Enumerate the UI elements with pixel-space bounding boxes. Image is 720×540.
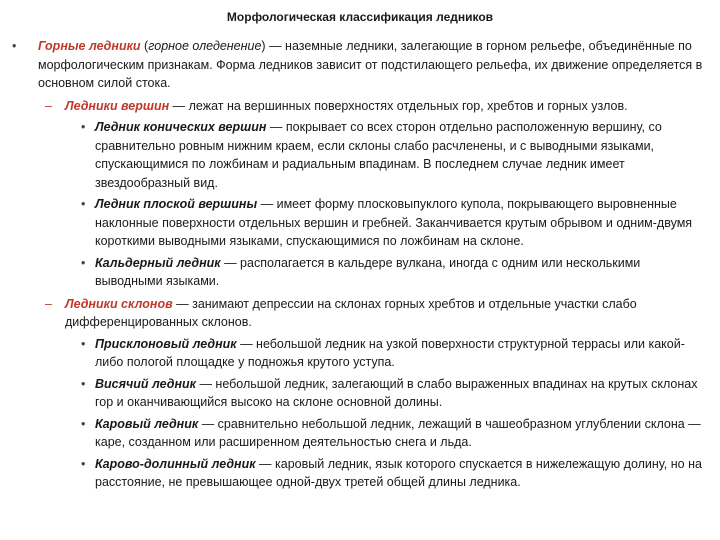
cirque-valley-glacier-text: — каровый ледник, язык которого спускается в нижележащую долину, но на расстояние, не превышающее одной-двух третей общей длины ледника. bbox=[95, 456, 702, 489]
bullet-icon: • bbox=[81, 336, 86, 351]
bullet-icon: • bbox=[81, 376, 86, 391]
bullet-icon: • bbox=[81, 197, 86, 211]
mountain-glaciers-item bbox=[10, 37, 710, 93]
dash-icon: – bbox=[45, 98, 52, 113]
mountain-glaciers-term: Горные ледники bbox=[38, 39, 141, 53]
slope-glaciers-text: — занимают депрессии на склонах горных хребтов и отдельные участки слабо дифференцированных склонов. bbox=[65, 296, 637, 329]
cirque-glacier-item bbox=[10, 415, 710, 452]
caldera-glacier-item bbox=[10, 254, 710, 291]
paren-close: ) bbox=[261, 39, 266, 53]
hanging-glacier-text: — небольшой ледник, залегающий в слабо выраженных впадинах на крутых склонах гор и оканчивающийся высоко на склоне основной долины. bbox=[95, 376, 698, 409]
flat-summit-glacier-text: — имеет форму плосковыпуклого купола, покрывающего выровненные наклонные поверхности отдельных вершин и гребней. Заканчивается крутым обрывом и одним-двумя короткими выводными языками, спускающимися по ложбинам на склоне. bbox=[95, 197, 693, 248]
caldera-glacier-term: Кальдерный ледник bbox=[95, 255, 221, 270]
conical-summit-glacier-item bbox=[10, 118, 710, 192]
conical-summit-glacier-text: — покрывает со всех сторон отдельно расположенную вершину, со сравнительно ровным нижним краем, если склоны слабо расчленены, и с выводными языками, спускающимися по ложбинам и радиальным впадинам. В последнем случае ледник имеет звездообразный вид. bbox=[95, 120, 662, 190]
dash-icon: – bbox=[45, 296, 52, 311]
cirque-glacier-term: Каровый ледник bbox=[95, 416, 199, 431]
flat-summit-glacier-item bbox=[10, 195, 710, 251]
near-slope-glacier-text: — небольшой ледник на узкой поверхности структурной террасы или какой-либо пологой площадке у подножья крутого уступа. bbox=[95, 336, 685, 369]
slide-title: Морфологическая классификация ледников bbox=[226, 10, 494, 24]
near-slope-glacier-item bbox=[10, 335, 710, 372]
cirque-glacier-text: — сравнительно небольшой ледник, лежащий в чашеобразном углублении склона — каре, созданном или расширенном деятельностью снега и льда. bbox=[95, 416, 701, 449]
bullet-icon: • bbox=[81, 416, 86, 431]
bullet-icon: • bbox=[12, 39, 17, 53]
cirque-valley-glacier-item bbox=[10, 455, 710, 492]
conical-summit-glacier-term: Ледник конических вершин bbox=[95, 120, 267, 134]
cirque-valley-glacier-term: Карово-долинный ледник bbox=[95, 456, 256, 471]
hanging-glacier-item bbox=[10, 375, 710, 412]
hanging-glacier-term: Висячий ледник bbox=[95, 376, 196, 391]
flat-summit-glacier-term: Ледник плоской вершины bbox=[95, 197, 258, 211]
mountain-glaciers-aside: горное оледенение bbox=[148, 39, 262, 53]
mountain-glaciers-text: — наземные ледники, залегающие в горном рельефе, объединённые по морфологическим признакам. Форма ледников зависит от подстилающего рельефа, их движение определяется в основном силой стока. bbox=[38, 39, 703, 90]
near-slope-glacier-term: Присклоновый ледник bbox=[95, 336, 237, 351]
slope-glaciers-item bbox=[10, 295, 710, 332]
bullet-icon: • bbox=[81, 456, 86, 471]
slope-glaciers-term: Ледники склонов bbox=[65, 296, 173, 311]
bullet-icon: • bbox=[81, 120, 86, 134]
bullet-icon: • bbox=[81, 255, 86, 270]
classification-outline bbox=[10, 37, 710, 492]
paren-open: ( bbox=[140, 39, 149, 53]
summit-glaciers-text: — лежат на вершинных поверхностях отдельных гор, хребтов и горных узлов. bbox=[169, 98, 628, 113]
summit-glaciers-item bbox=[10, 97, 710, 116]
caldera-glacier-text: — располагается в кальдере вулкана, иногда с одним или несколькими выводными языками. bbox=[95, 255, 641, 288]
summit-glaciers-term: Ледники вершин bbox=[65, 98, 170, 113]
